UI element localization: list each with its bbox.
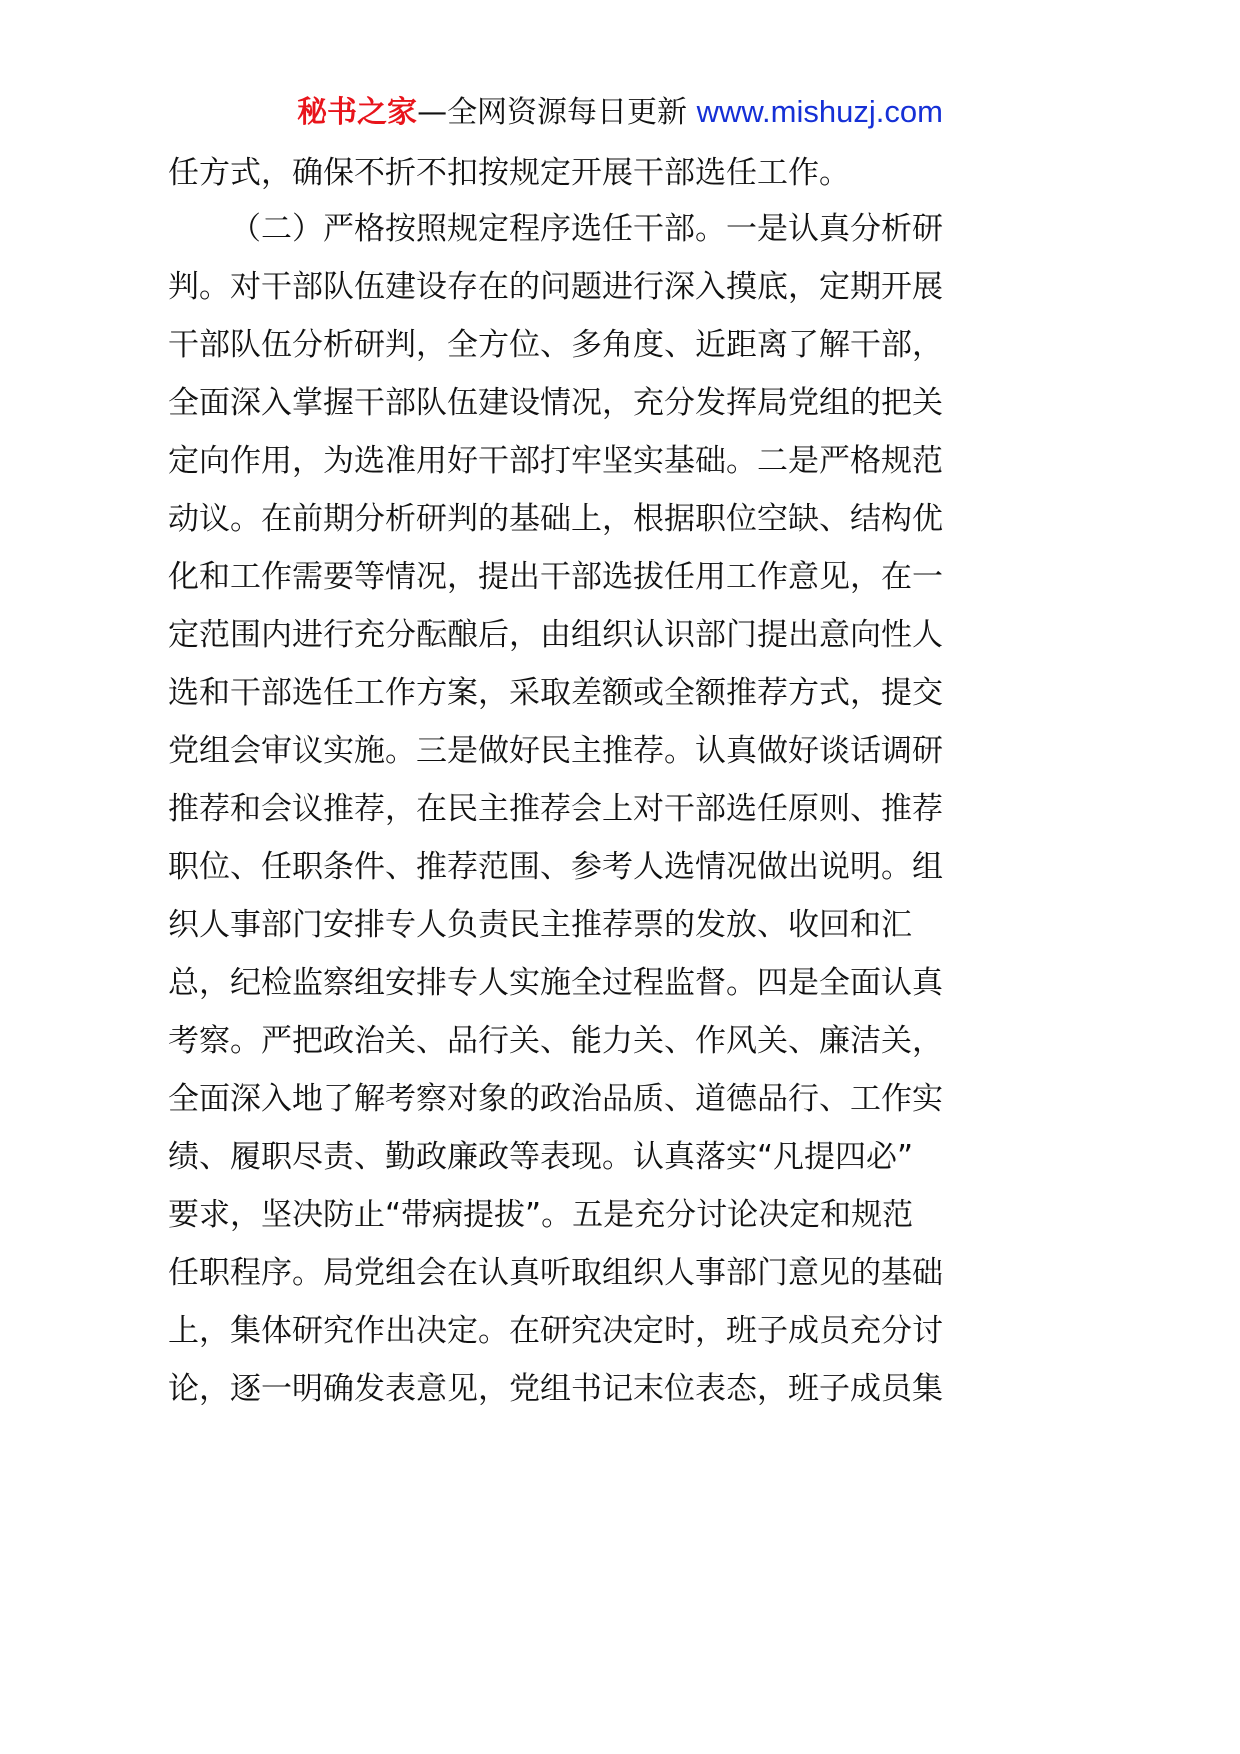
body-line: 干部队伍分析研判，全方位、多角度、近距离了解干部， bbox=[168, 327, 943, 363]
body-line: 定向作用，为选准用好干部打牢坚实基础。二是严格规范 bbox=[168, 443, 943, 479]
body-line: 绩、履职尽责、勤政廉政等表现。认真落实“凡提四必” bbox=[168, 1139, 914, 1175]
body-line: 推荐和会议推荐，在民主推荐会上对干部选任原则、推荐 bbox=[168, 791, 943, 827]
body-line: 全面深入地了解考察对象的政治品质、道德品行、工作实 bbox=[168, 1081, 943, 1117]
body-line: 判。对干部队伍建设存在的问题进行深入摸底，定期开展 bbox=[168, 269, 943, 305]
site-header bbox=[0, 92, 1240, 133]
body-line: 动议。在前期分析研判的基础上，根据职位空缺、结构优 bbox=[168, 501, 943, 537]
site-slogan: —全网资源每日更新 bbox=[417, 95, 697, 130]
paragraph-first-line: （二）严格按照规定程序选任干部。一是认真分析研 bbox=[230, 211, 943, 247]
body-line: 选和干部选任工作方案，采取差额或全额推荐方式，提交 bbox=[168, 675, 943, 711]
body-line: 化和工作需要等情况，提出干部选拔任用工作意见，在一 bbox=[168, 559, 943, 595]
body-line: 任职程序。局党组会在认真听取组织人事部门意见的基础 bbox=[168, 1255, 943, 1291]
body-line: 任方式，确保不折不扣按规定开展干部选任工作。 bbox=[168, 155, 850, 191]
body-line: 全面深入掌握干部队伍建设情况，充分发挥局党组的把关 bbox=[168, 385, 943, 421]
site-url-link[interactable]: www.mishuzj.com bbox=[696, 94, 943, 129]
site-brand: 秘书之家 bbox=[297, 95, 418, 130]
body-line: 职位、任职条件、推荐范围、参考人选情况做出说明。组 bbox=[168, 849, 943, 885]
body-line: 织人事部门安排专人负责民主推荐票的发放、收回和汇 bbox=[168, 907, 912, 943]
body-line: 定范围内进行充分酝酿后，由组织认识部门提出意向性人 bbox=[168, 617, 943, 653]
body-line: 论，逐一明确发表意见，党组书记末位表态，班子成员集 bbox=[168, 1371, 943, 1407]
body-line: 要求，坚决防止“带病提拔”。五是充分讨论决定和规范 bbox=[168, 1197, 914, 1233]
body-line: 上，集体研究作出决定。在研究决定时，班子成员充分讨 bbox=[168, 1313, 943, 1349]
body-line: 考察。严把政治关、品行关、能力关、作风关、廉洁关， bbox=[168, 1023, 943, 1059]
body-line: 总，纪检监察组安排专人实施全过程监督。四是全面认真 bbox=[168, 965, 943, 1001]
body-line: 党组会审议实施。三是做好民主推荐。认真做好谈话调研 bbox=[168, 733, 943, 769]
